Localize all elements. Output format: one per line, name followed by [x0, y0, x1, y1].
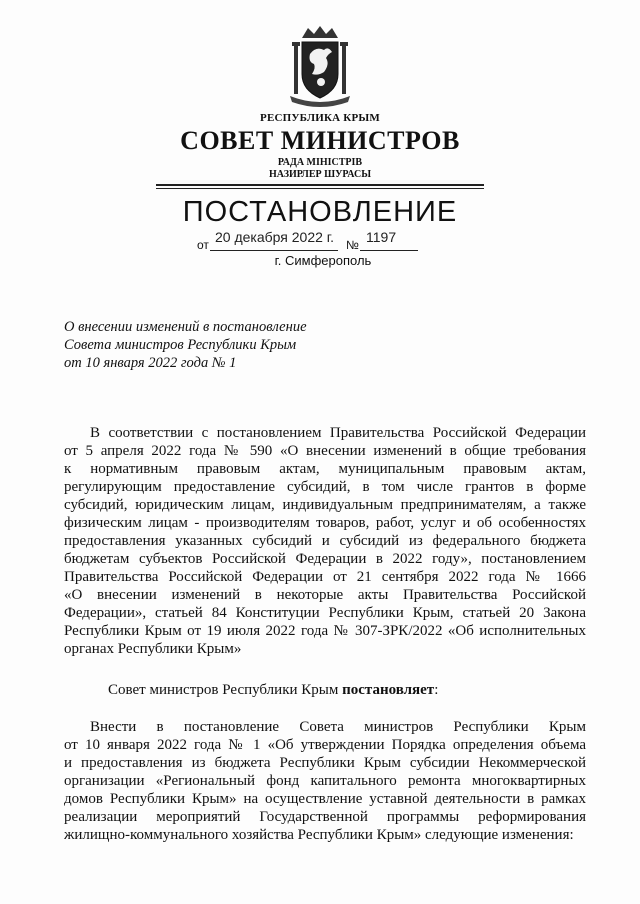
- paragraph-line: Внести в постановление Совета министров Республики Крым: [90, 719, 586, 735]
- amendment-paragraph: [64, 718, 586, 844]
- decree-number: 1197: [366, 229, 397, 245]
- paragraph-line: органах Республики Крым»: [64, 641, 242, 657]
- number-label: №: [346, 238, 359, 252]
- resolution-prefix: Совет министров Республики Крым: [108, 682, 343, 698]
- paragraph-line: физическим лицам - производителям товаров, работ, услуг и об особенностях: [64, 515, 586, 531]
- paragraph-line: «О внесении изменений в некоторые акты Правительства Российской: [64, 587, 586, 603]
- paragraph-line: организации «Региональный фонд капитального ремонта многоквартирных: [64, 773, 586, 789]
- header-rule-thin: [156, 188, 484, 189]
- decree-date: 20 декабря 2022 г.: [215, 229, 335, 245]
- council-title-ukrainian: РАДА МІНІСТРІВ: [277, 157, 363, 168]
- crimea-coat-of-arms-icon: [288, 24, 352, 108]
- number-underline: [360, 250, 418, 251]
- paragraph-line: от 5 апреля 2022 года № 590 «О внесении изменений в общие требования: [64, 443, 586, 459]
- paragraph-line: бюджетам субъектов Российской Федерации в 2022 году», постановлением: [64, 551, 586, 567]
- date-underline: [210, 250, 338, 251]
- paragraph-line: от 10 января 2022 года № 1 «Об утверждении Порядка определения объема: [64, 737, 586, 753]
- paragraph-line: реализации мероприятий Государственной программы реформирования: [64, 809, 586, 825]
- council-title-crimean-tatar: НАЗИРЛЕР ШУРАСЫ: [268, 169, 372, 180]
- paragraph-line: Правительства Российской Федерации от 21 сентября 2022 года № 1666: [64, 569, 586, 585]
- paragraph-line: регулирующим предоставление субсидий, в том числе грантов в форме: [64, 479, 586, 495]
- paragraph-line: Федерации», статьей 84 Конституции Республики Крым, статьей 20 Закона: [64, 605, 586, 621]
- paragraph-line: предоставления указанных субсидий и субсидий из федерального бюджета: [64, 533, 586, 549]
- paragraph-line: В соответствии с постановлением Правительства Российской Федерации: [90, 425, 586, 441]
- paragraph-line: субсидий, юридическим лицам, индивидуальным предпринимателям, а также: [64, 497, 586, 513]
- subject-line: Совета министров Республики Крым: [64, 337, 297, 353]
- paragraph-line: домов Республики Крым» на осуществление уставной деятельности в рамках: [64, 791, 586, 807]
- paragraph-line: к нормативным правовым актам, муниципальным правовым актам,: [64, 461, 586, 477]
- header-rule-thick: [156, 184, 484, 186]
- decree-title: ПОСТАНОВЛЕНИЕ: [182, 196, 458, 228]
- preamble-paragraph: [64, 424, 586, 658]
- paragraph-line: жилищно-коммунального хозяйства Республики Крым» следующие изменения:: [64, 827, 574, 843]
- council-title: СОВЕТ МИНИСТРОВ: [180, 126, 460, 155]
- republic-name: РЕСПУБЛИКА КРЫМ: [260, 112, 380, 124]
- paragraph-line: и предоставления из бюджета Республики Крым субсидии Некоммерческой: [64, 755, 586, 771]
- decree-city: г. Симферополь: [274, 253, 372, 268]
- subject-line: О внесении изменений в постановление: [64, 319, 307, 335]
- resolution-statement: [108, 682, 438, 699]
- resolution-verb: постановляет: [342, 682, 435, 698]
- decree-subject: [64, 318, 404, 372]
- date-label: от: [197, 238, 209, 252]
- paragraph-line: Республики Крым от 19 июля 2022 года № 307-ЗРК/2022 «Об исполнительных: [64, 623, 586, 639]
- resolution-suffix: :: [434, 682, 439, 698]
- subject-line: от 10 января 2022 года № 1: [64, 355, 237, 371]
